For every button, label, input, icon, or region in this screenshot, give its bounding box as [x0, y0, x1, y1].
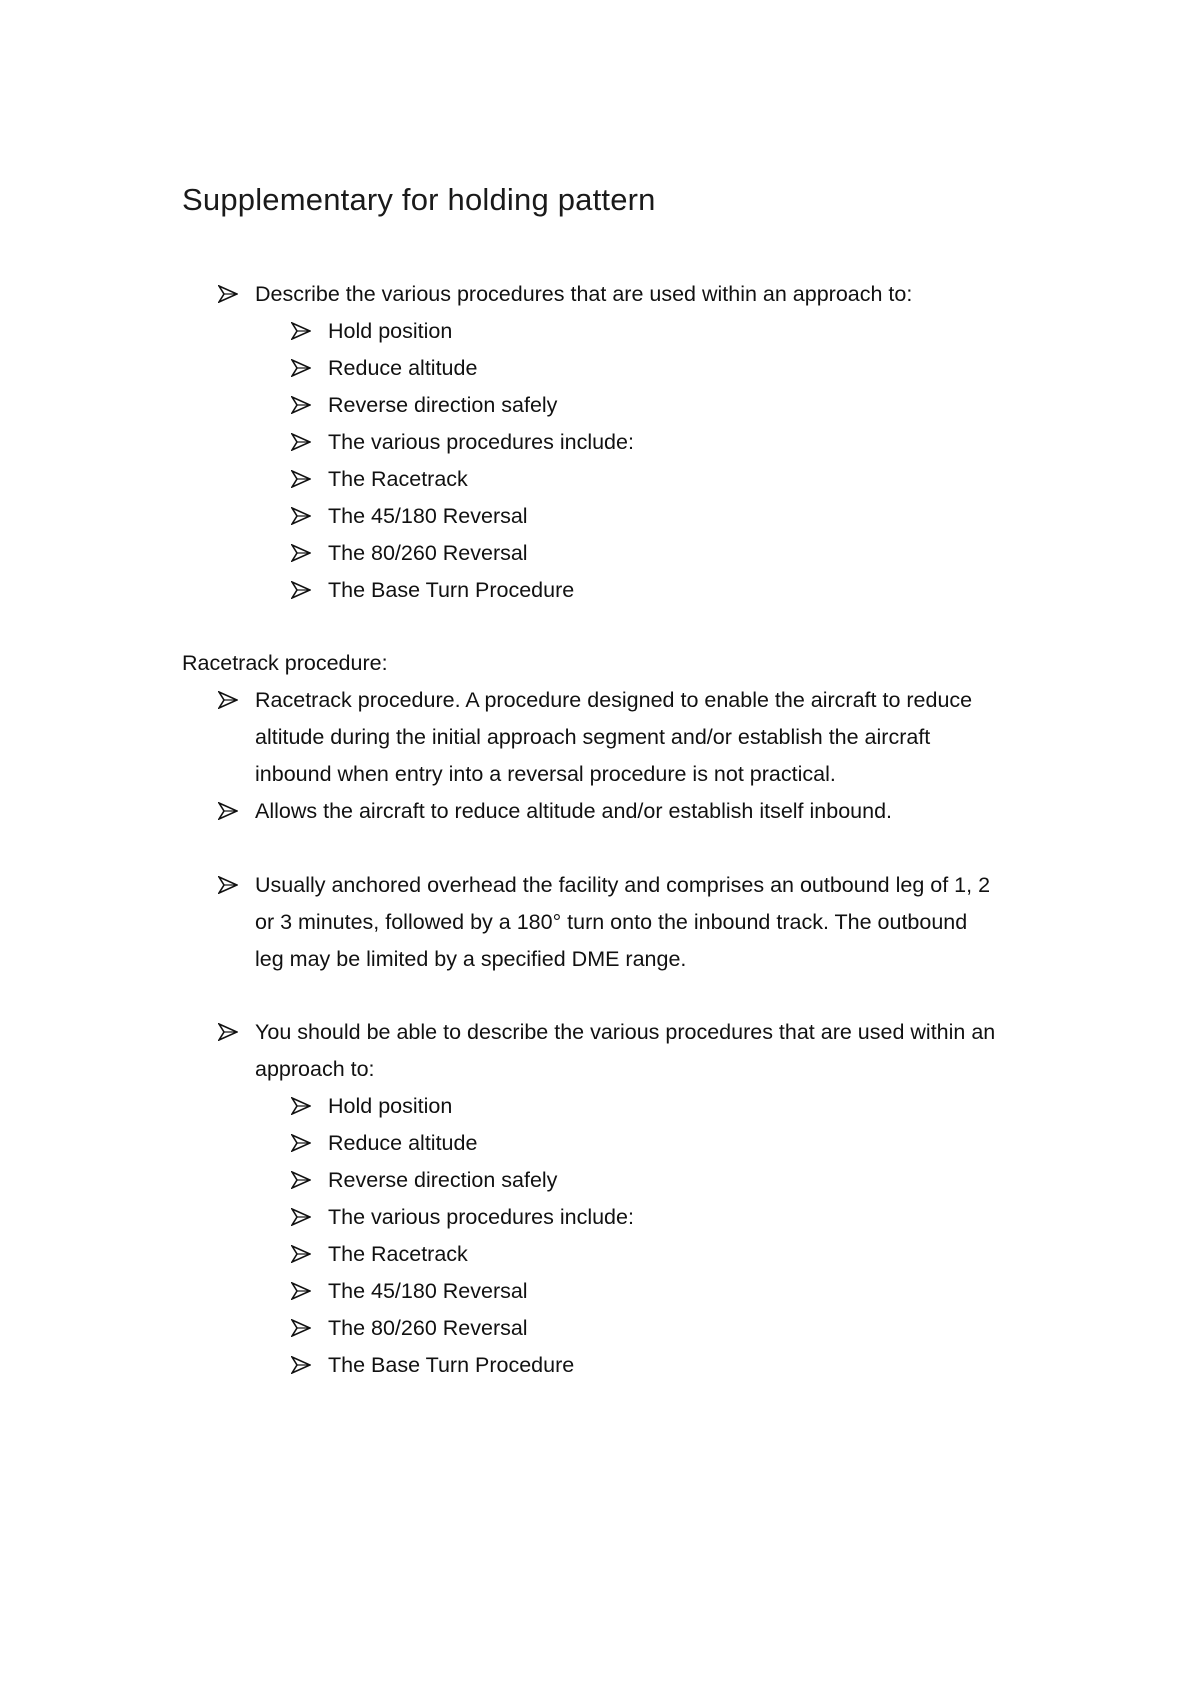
paragraph-line: approach to:: [255, 1057, 375, 1081]
list-item-text: The Base Turn Procedure: [328, 1353, 575, 1377]
list-item: [328, 1162, 557, 1199]
list-item: [255, 793, 892, 830]
list1-intro: Describe the various procedures that are used within an approach to:: [255, 282, 913, 306]
list-item-text: The Racetrack: [328, 1242, 468, 1266]
arrow-bullet-icon: [218, 691, 238, 709]
arrow-bullet-icon: [291, 433, 311, 451]
list-item: [328, 572, 574, 609]
list-item: [328, 1236, 468, 1273]
arrow-bullet-icon: [291, 470, 311, 488]
list-item: [328, 424, 634, 461]
list-item-text: Reverse direction safely: [328, 393, 558, 417]
arrow-bullet-icon: [291, 544, 311, 562]
arrow-bullet-icon: [291, 322, 311, 340]
list-item: [328, 1125, 477, 1162]
paragraph-line: Allows the aircraft to reduce altitude and/or establish itself inbound.: [255, 799, 893, 823]
section-heading: Racetrack procedure:: [182, 651, 388, 675]
list-item: [328, 461, 468, 498]
arrow-bullet-icon: [291, 1319, 311, 1337]
list-item: [328, 1273, 528, 1310]
list-item-text: The 80/260 Reversal: [328, 541, 528, 565]
arrow-bullet-icon: [218, 285, 238, 303]
arrow-bullet-icon: [291, 581, 311, 599]
arrow-bullet-icon: [291, 359, 311, 377]
list-item: [328, 535, 528, 572]
list-item: [328, 1088, 452, 1125]
list-item-text: Hold position: [328, 1094, 453, 1118]
paragraph-line: Racetrack procedure. A procedure designed to enable the aircraft to reduce: [255, 688, 973, 712]
arrow-bullet-icon: [291, 507, 311, 525]
arrow-bullet-icon: [291, 1208, 311, 1226]
arrow-bullet-icon: [291, 1171, 311, 1189]
list-item-text: Hold position: [328, 319, 453, 343]
paragraph-line: You should be able to describe the various procedures that are used within an: [255, 1020, 996, 1044]
list-item: [328, 1347, 574, 1384]
list-item-text: The 45/180 Reversal: [328, 504, 528, 528]
list-item: [328, 1199, 634, 1236]
list-item: [328, 387, 557, 424]
list-item: [255, 867, 990, 904]
arrow-bullet-icon: [291, 1282, 311, 1300]
arrow-bullet-icon: [291, 396, 311, 414]
list-item: [328, 313, 452, 350]
list-item-text: The Base Turn Procedure: [328, 578, 575, 602]
list-item-text: The various procedures include:: [328, 1205, 634, 1229]
list-item-text: Reverse direction safely: [328, 1168, 558, 1192]
list-item: [328, 350, 477, 387]
list-item-text: Reduce altitude: [328, 1131, 478, 1155]
arrow-bullet-icon: [291, 1134, 311, 1152]
arrow-bullet-icon: [218, 876, 238, 894]
list-item: [328, 498, 528, 535]
paragraph-line: or 3 minutes, followed by a 180° turn onto the inbound track. The outbound: [255, 910, 968, 934]
list-item: [255, 1014, 995, 1051]
list-item-text: The 80/260 Reversal: [328, 1316, 528, 1340]
list-item: [255, 682, 972, 719]
arrow-bullet-icon: [218, 802, 238, 820]
arrow-bullet-icon: [218, 1023, 238, 1041]
list-item: [328, 1310, 528, 1347]
paragraph-line: leg may be limited by a specified DME range.: [255, 947, 687, 971]
list-item-text: The Racetrack: [328, 467, 468, 491]
paragraph-line: altitude during the initial approach segment and/or establish the aircraft: [255, 725, 931, 749]
list-item-text: The 45/180 Reversal: [328, 1279, 528, 1303]
paragraph-line: inbound when entry into a reversal procedure is not practical.: [255, 762, 836, 786]
arrow-bullet-icon: [291, 1097, 311, 1115]
paragraph-line: Usually anchored overhead the facility and comprises an outbound leg of 1, 2: [255, 873, 991, 897]
arrow-bullet-icon: [291, 1245, 311, 1263]
arrow-bullet-icon: [291, 1356, 311, 1374]
list-item-text: Reduce altitude: [328, 356, 478, 380]
list-item-text: The various procedures include:: [328, 430, 634, 454]
document-title: Supplementary for holding pattern: [182, 182, 656, 217]
list-item: [255, 276, 912, 313]
